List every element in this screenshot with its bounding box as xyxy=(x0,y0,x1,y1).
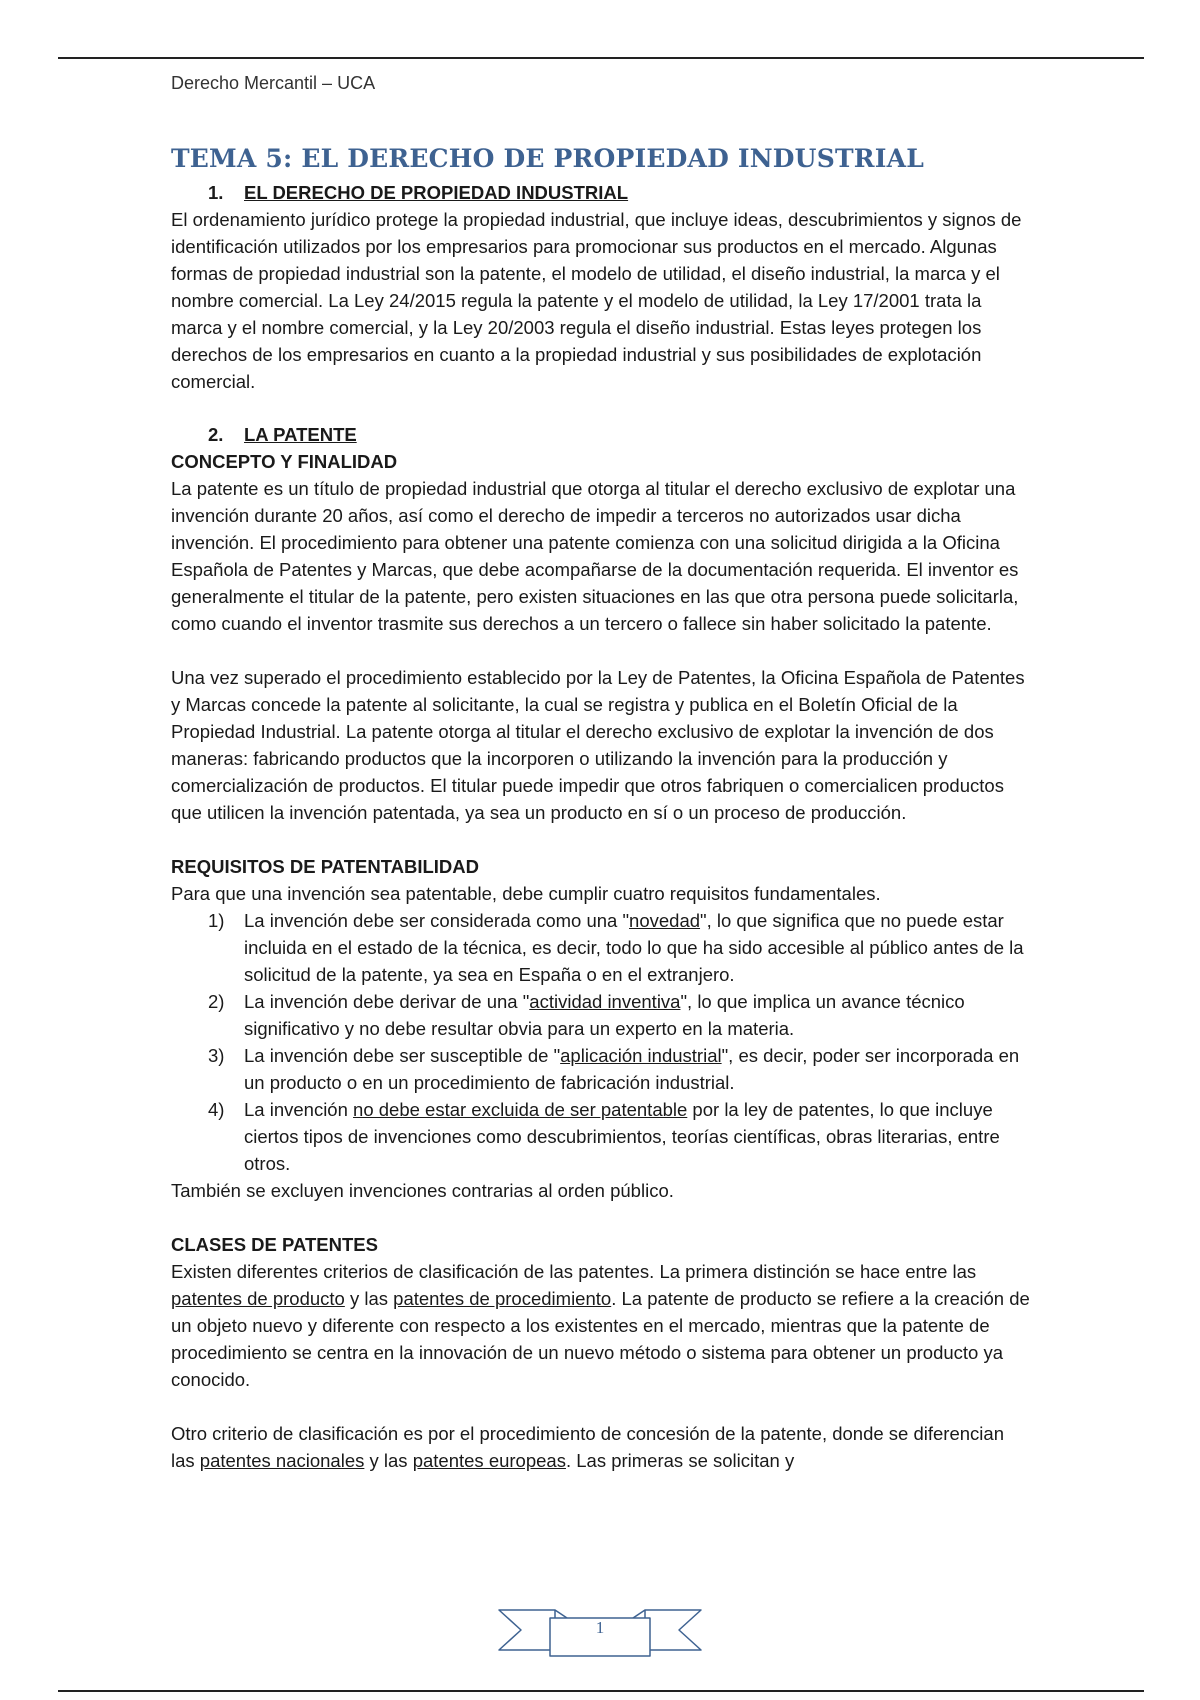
clases-paragraph-1: Existen diferentes criterios de clasificación de las patentes. La primera distinción se hace entre las patentes de producto y las patentes de procedimiento. La patente de producto se refiere a la creación de un objeto nuevo y diferente con respecto a los existentes en el mercado, mientras que la patente de procedimiento se centra en la innovación de un nuevo método o sistema para obtener un producto ya conocido. xyxy=(171,1261,1030,1390)
key-term: patentes nacionales xyxy=(199,1450,365,1471)
list-item: 2) La invención debe derivar de una "actividad inventiva", lo que implica un avance técnico significativo y no debe resultar obvia para un experto en la materia. xyxy=(171,988,1031,1042)
section-1-heading xyxy=(171,180,1031,206)
section-number: 1. xyxy=(208,182,224,203)
key-term: patentes europeas xyxy=(412,1450,566,1471)
page-body xyxy=(171,142,1031,1474)
section-title: LA PATENTE xyxy=(244,424,357,445)
requisitos-intro: Para que una invención sea patentable, debe cumplir cuatro requisitos fundamentales. xyxy=(171,883,881,904)
running-header: Derecho Mercantil – UCA xyxy=(171,73,376,93)
key-term: aplicación industrial xyxy=(560,1045,722,1066)
list-item: 1) La invención debe ser considerada como una "novedad", lo que significa que no puede estar incluida en el estado de la técnica, es decir, todo lo que ha sido accesible al público antes de la solicitud de la patente, ya sea en España o en el extranjero. xyxy=(171,907,1031,988)
list-item: 4) La invención no debe estar excluida de ser patentable por la ley de patentes, lo que incluye ciertos tipos de invenciones como descubrimientos, teorías científicas, obras literarias, entre otros. xyxy=(171,1096,1031,1177)
concepto-heading: CONCEPTO Y FINALIDAD xyxy=(171,451,398,472)
section-2-heading xyxy=(171,422,1031,448)
page-number: 1 xyxy=(595,1618,605,1637)
document-title: TEMA 5: EL DERECHO DE PROPIEDAD INDUSTRIAL xyxy=(171,144,924,173)
section-number: 2. xyxy=(208,424,224,445)
concepto-paragraph-2: Una vez superado el procedimiento establecido por la Ley de Patentes, la Oficina Española de Patentes y Marcas concede la patente al solicitante, la cual se registra y publica en el Boletín Oficial de la Propiedad Industrial. La patente otorga al titular el derecho exclusivo de explotar la invención de dos maneras: fabricando productos que la incorporen o utilizando la invención para la producción y comercialización de productos. El titular puede impedir que otros fabriquen o comercialicen productos que utilicen la invención patentada, ya sea un producto en sí o un proceso de producción. xyxy=(171,667,1025,823)
key-term: novedad xyxy=(629,910,701,931)
key-term: no debe estar excluida de ser patentable xyxy=(353,1099,688,1120)
header-rule xyxy=(58,57,1144,59)
list-marker: 1) xyxy=(208,910,225,931)
list-marker: 4) xyxy=(208,1099,225,1120)
footer-rule xyxy=(58,1690,1144,1692)
section-1-paragraph: El ordenamiento jurídico protege la propiedad industrial, que incluye ideas, descubrimientos y signos de identificación utilizados por los empresarios para promocionar sus productos en el mercado. Algunas formas de propiedad industrial son la patente, el modelo de utilidad, el diseño industrial, la marca y el nombre comercial. La Ley 24/2015 regula la patente y el modelo de utilidad, la Ley 17/2001 trata la marca y el nombre comercial, y la Ley 20/2003 regula el diseño industrial. Estas leyes protegen los derechos de los empresarios en cuanto a la propiedad industrial y sus posibilidades de explotación comercial. xyxy=(171,209,1022,392)
section-title: EL DERECHO DE PROPIEDAD INDUSTRIAL xyxy=(244,182,629,203)
clases-paragraph-2: Otro criterio de clasificación es por el procedimiento de concesión de la patente, donde se diferencian las patentes nacionales y las patentes europeas. Las primeras se solicitan y xyxy=(171,1423,1004,1471)
list-marker: 2) xyxy=(208,991,225,1012)
list-marker: 3) xyxy=(208,1045,225,1066)
key-term: actividad inventiva xyxy=(529,991,681,1012)
key-term: patentes de procedimiento xyxy=(393,1288,612,1309)
requisitos-outro: También se excluyen invenciones contrarias al orden público. xyxy=(171,1180,674,1201)
key-term: patentes de producto xyxy=(171,1288,345,1309)
concepto-paragraph-1: La patente es un título de propiedad industrial que otorga al titular el derecho exclusivo de explotar una invención durante 20 años, así como el derecho de impedir a terceros no autorizados usar dicha invención. El procedimiento para obtener una patente comienza con una solicitud dirigida a la Oficina Española de Patentes y Marcas, que debe acompañarse de la documentación requerida. El inventor es generalmente el titular de la patente, pero existen situaciones en las que otra persona puede solicitarla, como cuando el inventor trasmite sus derechos a un tercero o fallece sin haber solicitado la patente. xyxy=(171,478,1019,634)
requisitos-heading: REQUISITOS DE PATENTABILIDAD xyxy=(171,856,480,877)
requisitos-list xyxy=(171,907,1031,1177)
list-item: 3) La invención debe ser susceptible de "aplicación industrial", es decir, poder ser incorporada en un producto o en un procedimiento de fabricación industrial. xyxy=(171,1042,1031,1096)
clases-heading: CLASES DE PATENTES xyxy=(171,1234,378,1255)
